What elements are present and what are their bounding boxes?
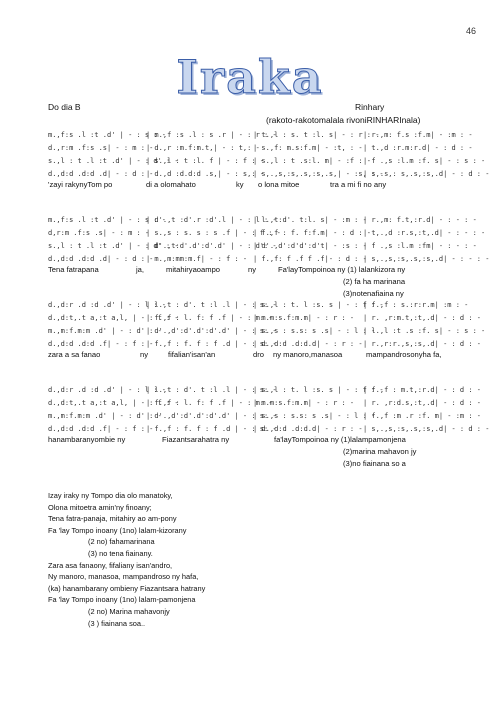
solfa-measure: | s,.,s,:s,.s,:s,.s,| - :s, : -	[253, 169, 384, 178]
solfa-measure: | f.,f :m .r :f. m| - :m : -	[363, 411, 482, 420]
alternate-lyric: (2) fa ha marinana	[343, 277, 406, 286]
verse-line: Tena fatra-panaja, mitahiry ao am-pony	[48, 514, 177, 524]
solfa-measure: m.,m:f.m:m .d' | - : d' : -	[48, 411, 162, 420]
lyric-line	[48, 435, 438, 447]
solfa-line	[48, 252, 490, 265]
lyric-syllable: Fiazantsarahatra ny	[162, 435, 230, 444]
verse-line: Zara asa fanaony, fifaliany isan'andro,	[48, 560, 173, 570]
solfa-measure: | s.,s : s.s: s .s| - : l : -	[253, 411, 376, 420]
solfa-line	[48, 167, 490, 180]
verse-line: (2 no) fahamarinana	[88, 537, 155, 547]
solfa-measure: d.,d:d .d:d .f| - : f : -	[48, 339, 154, 348]
solfa-measure: | f.,f : f. f : f .d | - : s: -	[146, 339, 277, 348]
solfa-measure: d.,d:r .d :d .d' | - : l : -	[48, 385, 167, 394]
music-system	[48, 128, 490, 192]
lyric-line	[48, 180, 438, 192]
solfa-measure: | d'.,d':d'.d':d'.d' | - : s: -	[146, 326, 277, 335]
solfa-measure: | l.,l :t .s :f. s| - : s : -	[363, 326, 486, 335]
solfa-measure: | s.,f: m.s:f.m| - :t, : -	[253, 143, 363, 152]
lyric-syllable: o lona mitoe	[258, 180, 300, 189]
solfa-measure: d.,r:m .f:s .s| - : m : -	[48, 143, 154, 152]
lyric-syllable: di a olomahato	[146, 180, 196, 189]
music-system	[48, 298, 486, 362]
lyric-line	[48, 265, 438, 277]
solfa-measure: | t,.,d :r.s,:t,.d| - : - : -	[363, 228, 486, 237]
solfa-measure: d.,d:d .d:d .d| - : d : -	[48, 254, 154, 263]
solfa-line	[48, 226, 486, 239]
solfa-measure: | r. ,r:m.t,:t,.d| - : d : -	[363, 313, 482, 322]
solfa-line	[48, 311, 482, 324]
solfa-measure: | f .,s :l.m :f. s| - : s : -	[363, 156, 486, 165]
verse-line: Izay iraky ny Tompo dia olo manatoky,	[48, 491, 173, 500]
solfa-measure: | l.,t:d'. t:l. s| - :m : -	[253, 215, 367, 224]
solfa-measure: | s.,l : t .s:l. m| - :f : -	[253, 156, 372, 165]
verse-line: (ka) hanambarany ombieny Fiazantsara hatrany	[48, 583, 206, 593]
arranger: (rakoto-rakotomalala rivoniRINHARInala)	[266, 115, 421, 125]
lyric-syllable: dro	[253, 350, 264, 359]
solfa-measure: | s.,s : s. s : s .f | - : f : -	[146, 228, 281, 237]
solfa-measure: | s,.,s,:s,.s,:s,.d| - : d : -	[363, 424, 490, 433]
solfa-measure: | m.,f :s .l : s .r | - : r : -	[146, 130, 277, 139]
solfa-measure: m.,f:s .l :t .d' | - : s : -	[48, 215, 167, 224]
solfa-measure: | d'.,t:d'.d':d'.d' | - : d': -	[146, 241, 277, 250]
solfa-line	[48, 213, 477, 226]
lyric-syllable: zara a sa fanao	[48, 350, 101, 359]
author: Rinhary	[355, 102, 385, 112]
lyric-syllable: 'zayi rakynyTom po	[48, 180, 113, 189]
solfa-measure: | f .,s :l.m :fm| - : - : -	[363, 241, 477, 250]
solfa-measure: | d.,d:d .d:d.d| - : r : -	[253, 339, 363, 348]
solfa-measure: | s.,l : t. l :s. s | - : f : -	[253, 385, 384, 394]
lyric-syllable: mampandrosonyha fa,	[366, 350, 442, 359]
lyric-line	[48, 350, 442, 362]
solfa-measure: | r.,m: f.t,:r.d| - : - : -	[363, 215, 477, 224]
solfa-line	[48, 298, 469, 311]
solfa-measure: | r. ,r:d.s,:t,.d| - : d : -	[363, 398, 482, 407]
solfa-measure: | d.,d:d .d:d.d| - : r : -	[253, 424, 363, 433]
lyric-syllable: Fa'layTompoinoa ny (1) lalankizora ny	[278, 265, 406, 274]
key-signature: Do dia B	[48, 102, 81, 112]
solfa-measure: | s.,l : t. l :s. s | - : f : -	[253, 300, 384, 309]
verses-block	[48, 490, 205, 629]
solfa-measure: d.,d:t,.t a,:t a,l, | - : f : -	[48, 313, 179, 322]
solfa-measure: | l.,t : d'. t :l .l | - : s: -	[146, 385, 277, 394]
lyric-syllable: Tena fatrapana	[48, 265, 99, 274]
solfa-measure: d.,d:r .d :d .d' | - : l : -	[48, 300, 167, 309]
solfa-line	[48, 396, 482, 409]
page-number: 46	[466, 26, 477, 36]
solfa-line	[48, 128, 473, 141]
solfa-measure: m.,m:f.m:m .d' | - : d' : -	[48, 326, 162, 335]
verse-line: (3) no tena fiainany.	[88, 548, 153, 558]
solfa-measure: s.,l : t .l :t .d' | - : d' : -	[48, 156, 179, 165]
solfa-measure: | f.,f : s.:r:r.m| :m : -	[363, 300, 469, 309]
lyric-syllable: fifalian'isan'an	[168, 350, 216, 359]
solfa-measure: d.,d:t,.t a,:t a,l, | - : f : -	[48, 398, 179, 407]
alternate-lyric: (3)no fiainana so a	[343, 459, 406, 468]
solfa-measure: | t.,d :r.m:r.d| - : d : -	[363, 143, 473, 152]
lyric-syllable: ky	[236, 180, 244, 189]
solfa-measure: d,r:m .f:s .s| - : m : -	[48, 228, 150, 237]
solfa-measure: | s,.,s,:s,.s,:s,.d| - : - : -	[363, 254, 490, 263]
solfa-measure: | m.m:s.f:m.m| - : r : -	[253, 398, 355, 407]
solfa-measure: | s.,l : t :l. f | - : f : -	[146, 156, 265, 165]
lyric-syllable: fa'layTompoinoa ny (1)lalampamonjena	[274, 435, 406, 444]
verse-line: Olona mitoetra amin'ny finoany;	[48, 502, 152, 512]
solfa-measure: | d'.,d':d'.d':d'.d' | - : s: -	[146, 411, 277, 420]
solfa-measure: m.,f:s .l :t .d' | - : s : -	[48, 130, 167, 139]
verse-line: Fa 'lay Tompo inoany (1no) lalam-pamonjena	[48, 595, 196, 605]
solfa-measure: | l.,t : d'. t :l .l | - : s: -	[146, 300, 277, 309]
lyric-syllable: ny	[140, 350, 149, 359]
solfa-measure: | r.,m: f.s :f.m| - :m : -	[363, 130, 473, 139]
music-system	[48, 213, 490, 298]
song-title: Iraka	[176, 50, 324, 104]
solfa-measure: | f.,f: f .f f .f|- : d : -	[253, 254, 367, 263]
solfa-line	[48, 239, 477, 252]
solfa-measure: d.,d:d .d:d .d| - : d : -	[48, 169, 154, 178]
solfa-measure: | d'.,d':d'd':d't| - :s : -	[253, 241, 367, 250]
lyric-syllable: ny	[248, 265, 257, 274]
solfa-measure: | f.,f : l. f: f .f | - : m: -	[146, 398, 273, 407]
solfa-measure: | m.m:s.f:m.m| - : r : -	[253, 313, 355, 322]
solfa-measure: | f.,f : l. f: f .f | - : m: -	[146, 313, 273, 322]
solfa-measure: | m.,m:mm:m.f| - : f : -	[146, 254, 248, 263]
solfa-line	[48, 337, 482, 350]
verse-line: (3 ) fiainana soa..	[88, 618, 146, 628]
solfa-measure: | r.,r:r.,s,:s,.d| - : d : -	[363, 339, 482, 348]
solfa-line	[48, 324, 486, 337]
verse-line: Ny manoro, manasoa, mampandroso ny hafa,	[48, 572, 199, 582]
solfa-line	[48, 422, 490, 435]
solfa-measure: | d'.,t :d'.r :d'.l | - : l : -	[146, 215, 277, 224]
solfa-measure: | f.,f : f. f:f.m| - : d : -	[253, 228, 372, 237]
lyric-syllable: hanambaranyombie ny	[48, 435, 126, 444]
solfa-measure: | d.,d :d.d:d .s,| - : s,: -	[146, 169, 265, 178]
solfa-measure: | f.,f : f. f : f .d | - : s: -	[146, 424, 277, 433]
lyric-syllable: mitahiryaoampo	[166, 265, 221, 274]
lyric-syllable: ja,	[136, 265, 145, 274]
music-system	[48, 383, 490, 468]
solfa-measure: s.,l : t .l :t .d' | - : d' : -	[48, 241, 179, 250]
solfa-line	[48, 154, 486, 167]
lyric-syllable: ny manoro,manasoa	[273, 350, 343, 359]
solfa-line	[48, 141, 473, 154]
solfa-measure: | t.,l : s. t :l. s| - : r : -	[253, 130, 380, 139]
alternate-lyric: (2)marina mahavon jy	[343, 447, 417, 456]
lyric-syllable: tra a mi fi no any	[330, 180, 387, 189]
solfa-measure: | d.,r :m.f:m.t,| - : t,: -	[146, 143, 260, 152]
solfa-measure: | s,.s,: s,.s,:s,.d| - : d : -	[363, 169, 490, 178]
alternate-lyric: (3)notenafiaina ny	[343, 289, 404, 298]
solfa-measure: | s.,s : s.s: s .s| - : l : -	[253, 326, 376, 335]
solfa-measure: | f.,f : m.t,:r.d| - : d : -	[363, 385, 482, 394]
solfa-line	[48, 383, 482, 396]
verse-line: Fa 'lay Tompo inoany (1no) lalam-kizorany	[48, 525, 187, 535]
verse-line: (2 no) Marina mahavonjy	[88, 606, 170, 616]
solfa-line	[48, 409, 482, 422]
solfa-measure: d.,d:d .d:d .f| - : f : -	[48, 424, 154, 433]
